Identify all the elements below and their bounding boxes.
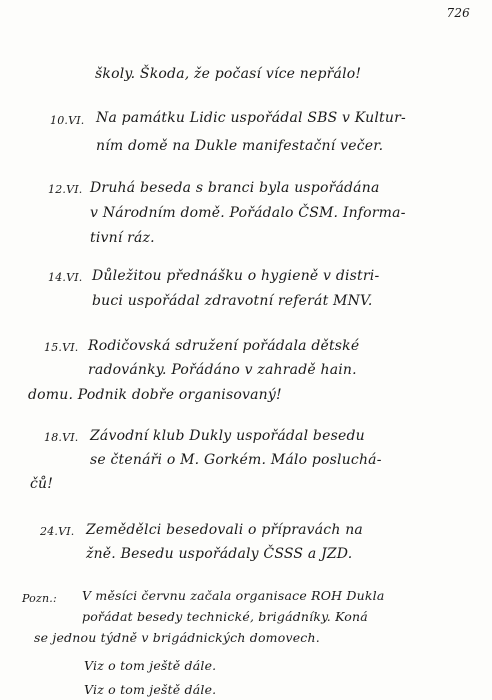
note-block	[8, 588, 484, 700]
entry-text-line: buci uspořádal zdravotní referát MNV.	[92, 293, 373, 309]
entry-10-vi	[8, 110, 484, 160]
entry-text-line: Druhá beseda s branci byla uspořádána	[90, 180, 380, 196]
entry-date: 12.VI.	[48, 183, 83, 196]
entry-text-line: v Národním domě. Pořádalo ČSM. Informa-	[90, 205, 406, 221]
entry-text-line: tivní ráz.	[90, 230, 155, 246]
entry-date: 15.VI.	[44, 341, 79, 354]
entry-24-vi	[8, 522, 484, 572]
entry-14-vi	[8, 268, 484, 318]
entry-text-line: Zemědělci besedovali o přípravách na	[86, 522, 363, 538]
note-text-line: V měsíci červnu začala organisace ROH Dukla	[82, 588, 385, 603]
entry-text-line: čů!	[30, 476, 54, 492]
entry-text-line: domu. Podnik dobře organisovaný!	[28, 387, 282, 403]
entry-text-line: Rodičovská sdružení pořádala dětské	[88, 338, 360, 354]
note-label: Pozn.:	[22, 592, 57, 605]
intro-line: školy. Škoda, že počasí více nepřálo!	[95, 66, 362, 82]
page-number: 726	[446, 6, 470, 20]
note-text-line: se jednou týdně v brigádnických domovech.	[34, 630, 320, 645]
entry-18-vi	[8, 428, 484, 498]
entry-date: 18.VI.	[44, 431, 79, 444]
entry-date: 14.VI.	[48, 271, 83, 284]
entry-text-line: radovánky. Pořádáno v zahradě hain.	[88, 362, 357, 378]
entry-text-line: Na památku Lidic uspořádal SBS v Kultur-	[96, 110, 406, 126]
entry-date: 24.VI.	[40, 525, 75, 538]
entry-text-line: Závodní klub Dukly uspořádal besedu	[90, 428, 365, 444]
entry-12-vi	[8, 180, 484, 250]
note-text-line: pořádat besedy technické, brigádníky. Koná	[82, 609, 368, 624]
entry-date: 10.VI.	[50, 114, 85, 127]
entry-text-line: žně. Besedu uspořádaly ČSSS a JZD.	[86, 546, 353, 562]
note-extra-line: Viz o tom ještě dále.	[84, 682, 217, 697]
entry-text-line: Důležitou přednášku o hygieně v distri-	[92, 268, 380, 284]
entry-text-line: se čtenáři o M. Gorkém. Málo posluchá-	[90, 452, 382, 468]
entry-15-vi	[8, 338, 484, 408]
entry-text-line: ním domě na Dukle manifestační večer.	[96, 138, 384, 154]
note-extra-line: Viz o tom ještě dále.	[84, 658, 217, 673]
